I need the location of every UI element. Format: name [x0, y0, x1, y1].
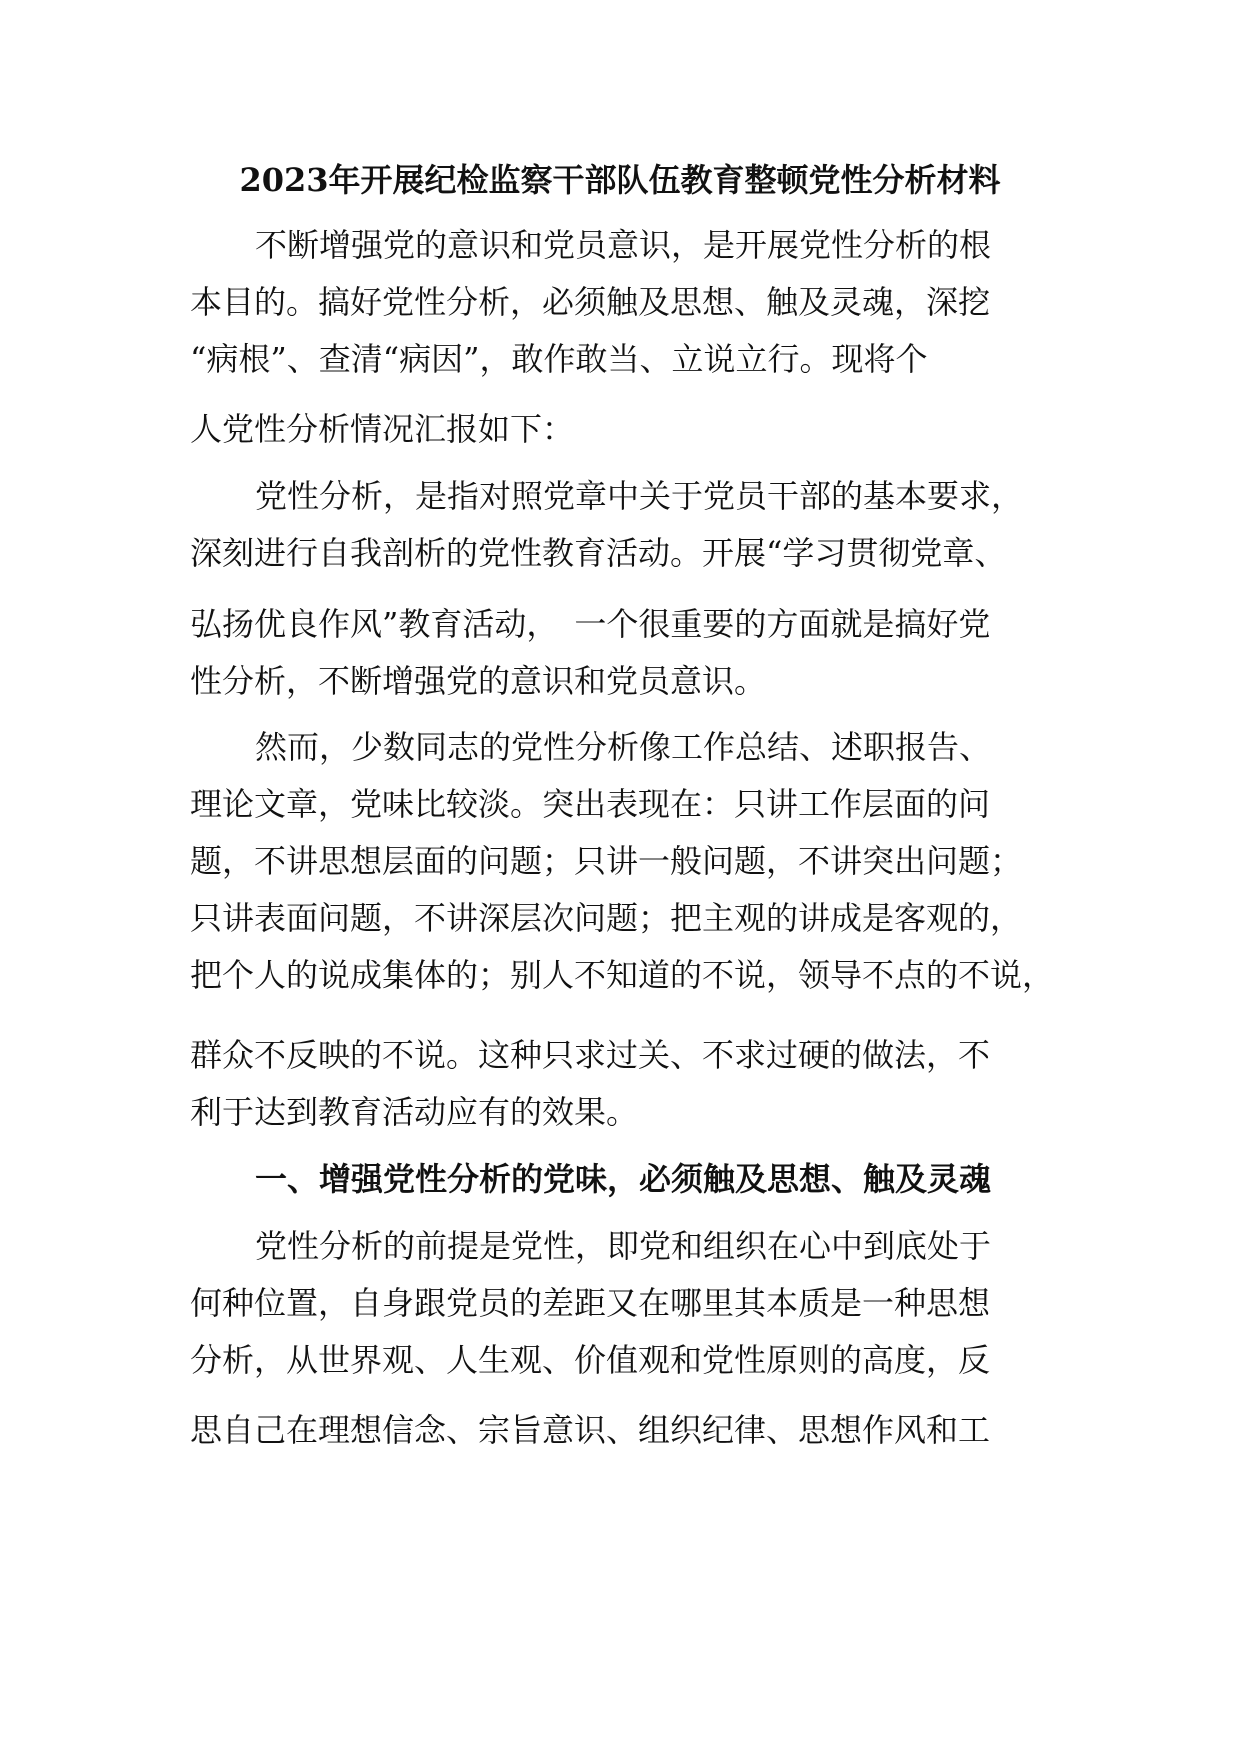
- paragraph-1-line-1: 不断增强党的意识和党员意识，是开展党性分析的根: [255, 226, 992, 264]
- paragraph-4-line-3: 分析，从世界观、人生观、价值观和党性原则的高度，反: [190, 1341, 991, 1379]
- document-title: 2023年开展纪检监察干部队伍教育整顿党性分析材料: [239, 161, 1001, 199]
- paragraph-2-line-3: 弘扬优良作风”教育活动， 一个很重要的方面就是搞好党: [190, 605, 991, 643]
- paragraph-3-line-5: 把个人的说成集体的；别人不知道的不说，领导不点的不说，: [190, 956, 1055, 994]
- paragraph-1-line-3: “病根”、查清“病因”，敢作敢当、立说立行。现将个: [190, 340, 928, 378]
- paragraph-3-line-6: 群众不反映的不说。这种只求过关、不求过硬的做法，不: [190, 1036, 991, 1074]
- paragraph-2-line-2: 深刻进行自我剖析的党性教育活动。开展“学习贯彻党章、: [190, 534, 1007, 572]
- paragraph-4-line-1: 党性分析的前提是党性，即党和组织在心中到底处于: [255, 1227, 992, 1265]
- paragraph-4-line-2: 何种位置，自身跟党员的差距又在哪里其本质是一种思想: [190, 1284, 991, 1322]
- paragraph-3-line-4: 只讲表面问题，不讲深层次问题；把主观的讲成是客观的，: [190, 899, 1023, 937]
- section-heading-1: 一、增强党性分析的党味，必须触及思想、触及灵魂: [255, 1160, 992, 1198]
- paragraph-2-line-1: 党性分析，是指对照党章中关于党员干部的基本要求，: [255, 477, 1024, 515]
- paragraph-3-line-1: 然而，少数同志的党性分析像工作总结、述职报告、: [255, 728, 992, 766]
- paragraph-4-line-4: 思自己在理想信念、宗旨意识、组织纪律、思想作风和工: [190, 1411, 991, 1449]
- paragraph-2-line-4: 性分析，不断增强党的意识和党员意识。: [190, 662, 767, 700]
- paragraph-1-line-4: 人党性分析情况汇报如下：: [190, 410, 575, 448]
- paragraph-3-line-3: 题，不讲思想层面的问题；只讲一般问题，不讲突出问题；: [190, 842, 1023, 880]
- paragraph-3-line-2: 理论文章，党味比较淡。突出表现在：只讲工作层面的问: [190, 785, 991, 823]
- paragraph-1-line-2: 本目的。搞好党性分析，必须触及思想、触及灵魂，深挖: [190, 283, 991, 321]
- paragraph-3-line-7: 利于达到教育活动应有的效果。: [190, 1093, 639, 1131]
